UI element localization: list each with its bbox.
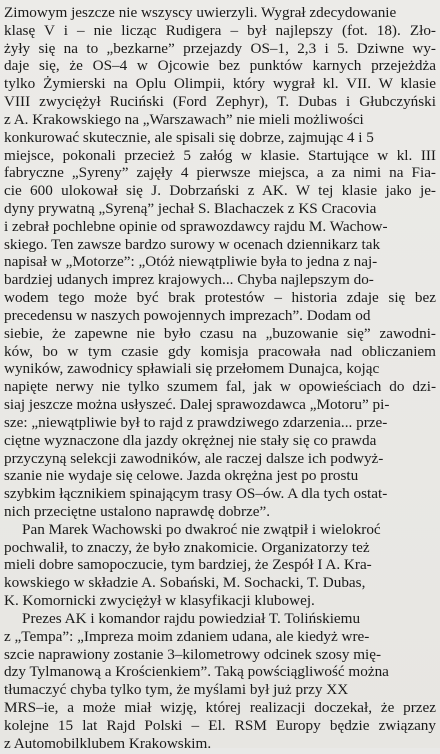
text-line: dzy Tylmanową a Krościenkiem”. Taką powściągliwość można [4,663,389,681]
text-line: dyny prywatną „Syreną” jechał S. Blachaczek z KS Cracovia [4,200,377,218]
text-line: konkurować skutecznie, ale spisali się dobrze, zajmując 4 i 5 [4,128,374,146]
text-line: z Automobilklubem Krakowskim. [4,734,212,752]
text-line: napięte nerwy nie tylko szumem fal, jak w opowieściach do dzi- [4,378,436,396]
text-line: VIII zwyciężył Ruciński (Ford Zephyr), T. Dubas i Głubczyński [4,93,436,111]
text-line: wyników, zawodnicy spławiali się przełomem Dunajca, kojąc [4,360,380,378]
text-line: miejsce, pokonali przecież 5 załóg w klasie. Startujące w kl. III [4,146,436,164]
text-line: siaj jeszcze można usłyszeć. Dalej sprawozdawca „Motoru” pi- [4,396,390,414]
text-line: klasę V i – nie licząc Rudigera – był najlepszy (fot. 18). Zło- [4,21,436,39]
text-line: wodem tego może być brak protestów – historia zdaje się bez [4,289,436,307]
text-line: żyły się na to „bezkarne” przejazdy OS–1, 2,3 i 5. Dziwne wy- [4,39,436,57]
text-line: przyczyną selekcji zawodników, ale raczej dalsze ich podwyż- [4,449,384,467]
text-line: ciętne wyznaczone dla jazdy okrężnej nie stały się co prawda [4,431,377,449]
text-line: szybkim łącznikiem spinającym trasy OS–ów. A dla tych ostat- [4,485,388,503]
text-line: mieli dobre samopoczucie, tym bardziej, że Zespół I A. Kra- [4,556,372,574]
text-line: siebie, że zapewne nie było czasu na „buzowanie się” zawodni- [4,324,436,342]
text-line: daje się, że OS–4 w Ojcowie bez punktów karnych przejeżdża [4,57,436,75]
text-line: szcie naprawiony zostanie 3–kilometrowy odcinek szosy mię- [4,645,382,663]
text-line: tłumaczyć chyba tylko tym, że myślami był już przy XX [4,681,349,699]
text-line: szanie nie wydaje się celowe. Jazda okrężna jest po prostu [4,467,359,485]
text-line: z „Tempa”: „Impreza moim zdaniem udana, ale kiedyż wre- [4,627,370,645]
text-line: tylko Żymierski na Oplu Olimpii, który wygrał kl. VII. W klasie [4,75,436,93]
text-line: MRS–ie, a może miał wizję, której realizacji doczekał, że przez [4,698,436,716]
text-line: skiego. Ten zawsze bardzo surowy w ocenach dziennikarz tak [4,235,381,253]
text-line: ków, bo w tym czasie gdy komisja pracowała nad obliczaniem [4,342,436,360]
text-line: Zimowym jeszcze nie wszyscy uwierzyli. Wygrał zdecydowanie [4,4,397,21]
text-line: Prezes AK i komandor rajdu powiedział T. Tolińskiemu [22,609,361,627]
text-line: kolejne 15 lat Rajd Polski – El. RSM Europy będzie związany [4,716,436,734]
text-line: fabryczne „Syreny” zajęły 4 pierwsze miejsca, a za nimi na Fia- [4,164,436,182]
text-line: i zebrał pochlebne opinie od sprawozdawcy rajdu M. Wachow- [4,217,388,235]
text-line: nich przeciętne ustalono naprawdę dobrze”. [4,502,271,520]
text-line: bardziej udanych imprez krajowych... Chyba najlepszym do- [4,271,374,289]
text-line: pochwalił, to znaczy, że było znakomicie. Organizatorzy też [4,538,370,556]
text-line: napisał w „Motorze”: „Otóż niewątpliwie była to jedna z naj- [4,253,378,271]
text-line: precedensu w naszych powojennych imprezach”. Dodam od [4,306,371,324]
text-line: z A. Krakowskiego na „Warszawach” nie mieli możliwości [4,110,364,128]
text-line: K. Komornicki zwyciężył w klasyfikacji klubowej. [4,592,315,610]
text-line: Pan Marek Wachowski po dwakroć nie zwątpił i wielokroć [22,520,381,538]
text-line: cie 600 ulokował się J. Dobrzański z AK. W tej klasie jako je- [4,182,436,200]
text-line: sze: „niewątpliwie był to rajd z prawdziwego zdarzenia... prze- [4,413,388,431]
text-line: kowskiego w składzie A. Sobański, M. Sochacki, T. Dubas, [4,574,366,592]
